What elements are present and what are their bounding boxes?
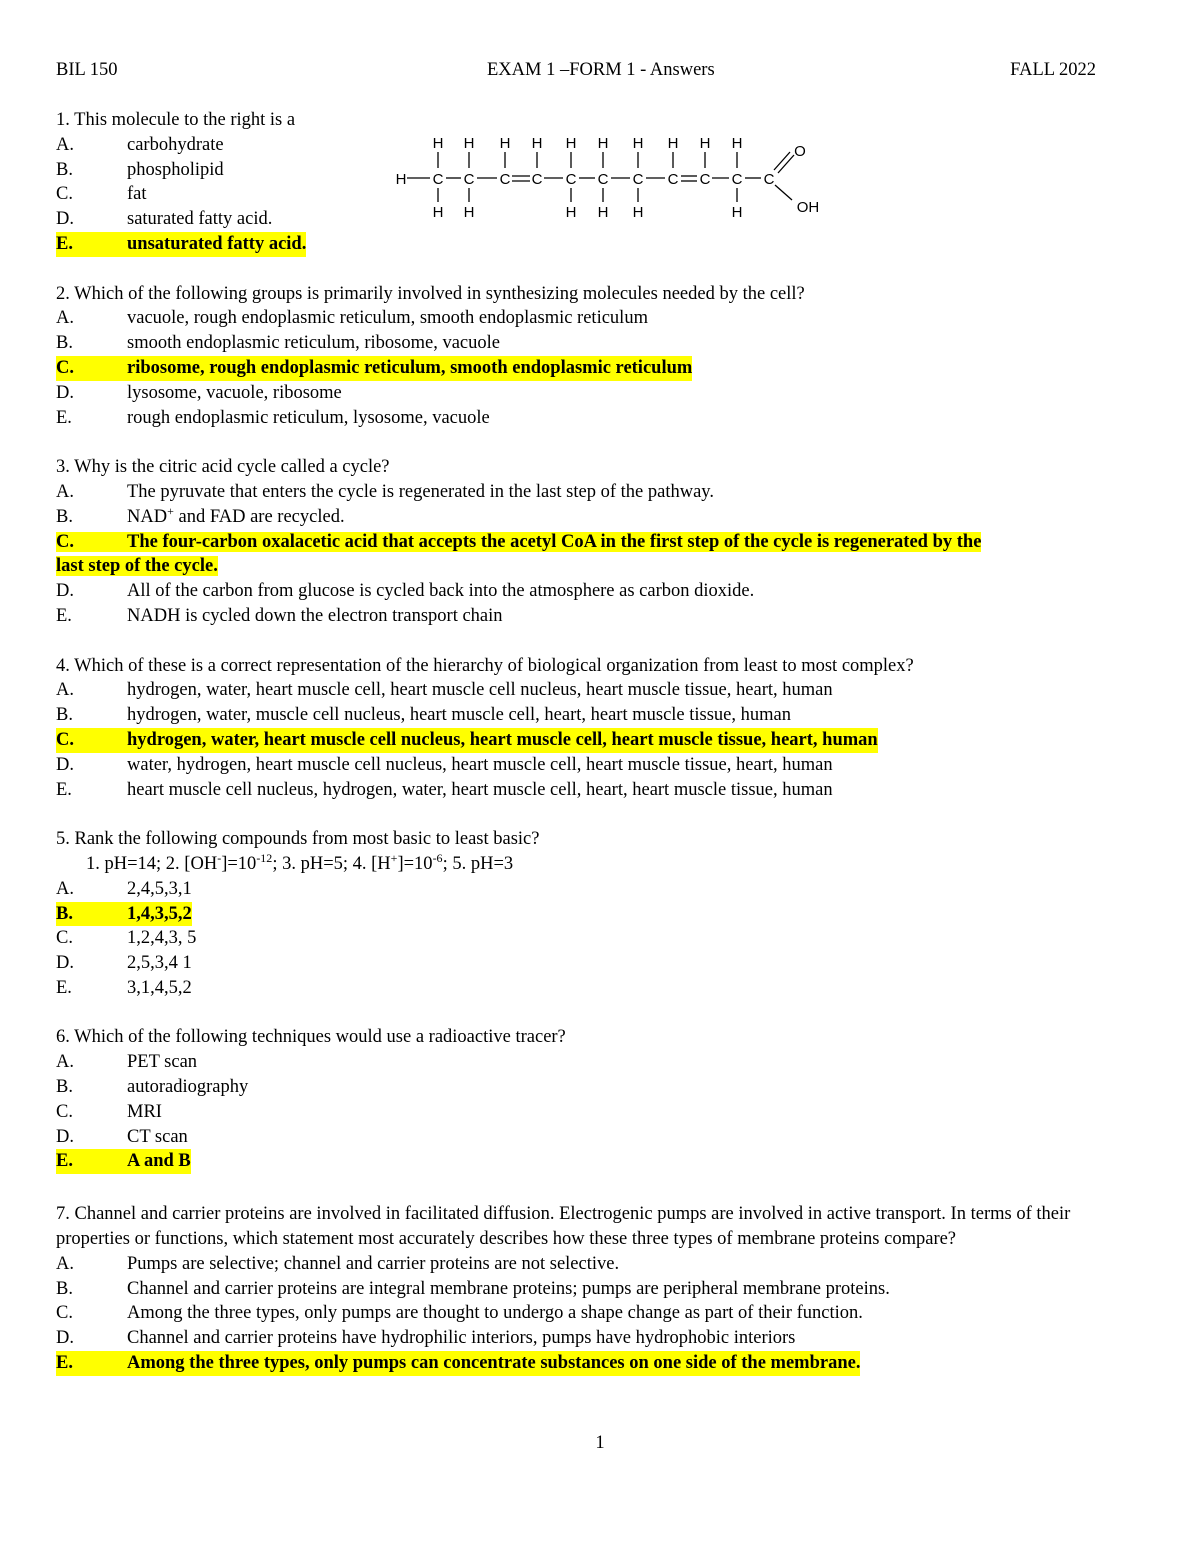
atom-c-4: C xyxy=(531,171,543,188)
option-e-correct-answer: E. Among the three types, only pumps can concentrate substances on one side of the membrane. xyxy=(56,1351,860,1376)
atom-h-top-2: H xyxy=(463,135,475,152)
option-b: B. phospholipid xyxy=(56,159,224,180)
option-d: D. CT scan xyxy=(56,1126,188,1147)
atom-h-bottom-3: H xyxy=(565,204,577,220)
atom-h-top-8: H xyxy=(667,135,679,152)
atom-h-top-7: H xyxy=(632,135,644,152)
option-d: D. Channel and carrier proteins have hydrophilic interiors, pumps have hydrophobic interiors xyxy=(56,1328,796,1349)
option-c-correct-answer: C. hydrogen, water, heart muscle cell nucleus, heart muscle cell, heart muscle tissue, heart, human xyxy=(56,728,878,753)
question-stem: 7. Channel and carrier proteins are involved in facilitated diffusion. Electrogenic pumps are involved in active transport. In terms of their properties or functions, which statement most accurately describes how these three types of membrane proteins compare? xyxy=(56,1204,1071,1250)
option-c-correct-answer: C. ribosome, rough endoplasmic reticulum, smooth endoplasmic reticulum xyxy=(56,356,692,381)
page-header xyxy=(56,58,1096,84)
exam-title: EXAM 1 –FORM 1 - Answers xyxy=(487,60,715,80)
atom-h-bottom-1: H xyxy=(432,204,444,220)
atom-h-top-1: H xyxy=(432,135,444,152)
option-d: D. water, hydrogen, heart muscle cell nucleus, heart muscle cell, heart muscle tissue, heart, human xyxy=(56,754,833,775)
atom-h-top-9: H xyxy=(699,135,711,152)
atom-c-7: C xyxy=(632,171,644,188)
question-7 xyxy=(56,1202,1142,1376)
option-e: E. rough endoplasmic reticulum, lysosome, vacuole xyxy=(56,407,490,428)
question-3 xyxy=(56,455,1142,629)
atom-c-6: C xyxy=(597,171,609,188)
option-c: C. fat xyxy=(56,184,147,205)
option-e: E. heart muscle cell nucleus, hydrogen, water, heart muscle cell, heart, heart muscle tissue, human xyxy=(56,779,833,800)
question-stem: 6. Which of the following techniques would use a radioactive tracer? xyxy=(56,1027,566,1048)
question-stem: 4. Which of these is a correct representation of the hierarchy of biological organization from least to most complex? xyxy=(56,655,914,676)
option-c: C. 1,2,4,3, 5 xyxy=(56,928,197,949)
atom-c-8: C xyxy=(667,171,679,188)
option-b: B. smooth endoplasmic reticulum, ribosome, vacuole xyxy=(56,333,500,354)
atom-h-left: H xyxy=(395,171,407,188)
option-a: A. The pyruvate that enters the cycle is regenerated in the last step of the pathway. xyxy=(56,481,714,502)
question-stem: 2. Which of the following groups is primarily involved in synthesizing molecules needed by the cell? xyxy=(56,283,805,304)
option-b: B. hydrogen, water, muscle cell nucleus, heart muscle cell, heart, heart muscle tissue, human xyxy=(56,705,791,726)
option-a: A. 2,4,5,3,1 xyxy=(56,878,192,899)
option-d: D. All of the carbon from glucose is cycled back into the atmosphere as carbon dioxide. xyxy=(56,581,755,602)
option-e: E. NADH is cycled down the electron transport chain xyxy=(56,605,503,626)
option-c: C. MRI xyxy=(56,1101,162,1122)
option-e-correct-answer: E. unsaturated fatty acid. xyxy=(56,232,306,257)
exam-content xyxy=(56,108,1142,1401)
compound-list: 1. pH=14; 2. $[OH^-]=10^{-12}$; 3. pH=5; 4. $[H^+]=10^{-6}$; 5. pH=3 xyxy=(86,850,514,874)
atom-c-3: C xyxy=(499,171,511,188)
course-code: BIL 150 xyxy=(56,60,118,80)
question-1 xyxy=(56,108,1142,257)
atom-o: O xyxy=(794,143,806,160)
question-5 xyxy=(56,827,1142,1001)
question-stem: 5. Rank the following compounds from most basic to least basic? xyxy=(56,829,540,850)
atom-h-top-3: H xyxy=(499,135,511,152)
option-b: B. NAD+ and FAD are recycled. xyxy=(56,503,345,527)
atom-h-bottom-2: H xyxy=(463,204,475,220)
atom-h-bottom-5: H xyxy=(632,204,644,220)
option-d: D. lysosome, vacuole, ribosome xyxy=(56,382,342,403)
atom-c-1: C xyxy=(432,171,444,188)
atom-h-top-5: H xyxy=(565,135,577,152)
atom-h-top-6: H xyxy=(597,135,609,152)
option-a: A. Pumps are selective; channel and carrier proteins are not selective. xyxy=(56,1253,620,1274)
option-a: A. hydrogen, water, heart muscle cell, heart muscle cell nucleus, heart muscle tissue, heart, human xyxy=(56,680,833,701)
option-a: A. vacuole, rough endoplasmic reticulum, smooth endoplasmic reticulum xyxy=(56,308,648,329)
atom-h-bottom-4: H xyxy=(597,204,609,220)
option-b: B. Channel and carrier proteins are integral membrane proteins; pumps are peripheral membrane proteins. xyxy=(56,1278,890,1299)
atom-h-top-4: H xyxy=(531,135,543,152)
atom-c-11: C xyxy=(763,171,775,188)
atom-h-top-10: H xyxy=(731,135,743,152)
option-a: A. carbohydrate xyxy=(56,134,224,155)
atom-c-2: C xyxy=(463,171,475,188)
option-b-correct-answer: B. 1,4,3,5,2 xyxy=(56,902,192,927)
option-c: C. Among the three types, only pumps are thought to undergo a shape change as part of their function. xyxy=(56,1303,863,1324)
atom-c-10: C xyxy=(731,171,743,188)
question-4 xyxy=(56,654,1142,803)
page-number: 1 xyxy=(595,1433,605,1453)
atom-oh: OH xyxy=(796,199,820,216)
question-6 xyxy=(56,1025,1142,1174)
option-c-correct-answer: C. The four-carbon oxalacetic acid that accepts the acetyl CoA in the first step of the cycle is regenerated by the last step of the cycle. xyxy=(56,531,982,577)
question-stem: 1. This molecule to the right is a xyxy=(56,110,296,130)
option-d: D. 2,5,3,4 1 xyxy=(56,953,192,974)
question-2 xyxy=(56,282,1142,431)
option-b: B. autoradiography xyxy=(56,1077,249,1098)
question-stem: 3. Why is the citric acid cycle called a cycle? xyxy=(56,457,390,478)
option-e-correct-answer: E. A and B xyxy=(56,1149,191,1174)
option-d: D. saturated fatty acid. xyxy=(56,209,273,230)
atom-c-9: C xyxy=(699,171,711,188)
term: FALL 2022 xyxy=(1010,60,1096,80)
option-a: A. PET scan xyxy=(56,1052,198,1073)
atom-c-5: C xyxy=(565,171,577,188)
option-e: E. 3,1,4,5,2 xyxy=(56,977,192,998)
atom-h-bottom-6: H xyxy=(731,204,743,220)
